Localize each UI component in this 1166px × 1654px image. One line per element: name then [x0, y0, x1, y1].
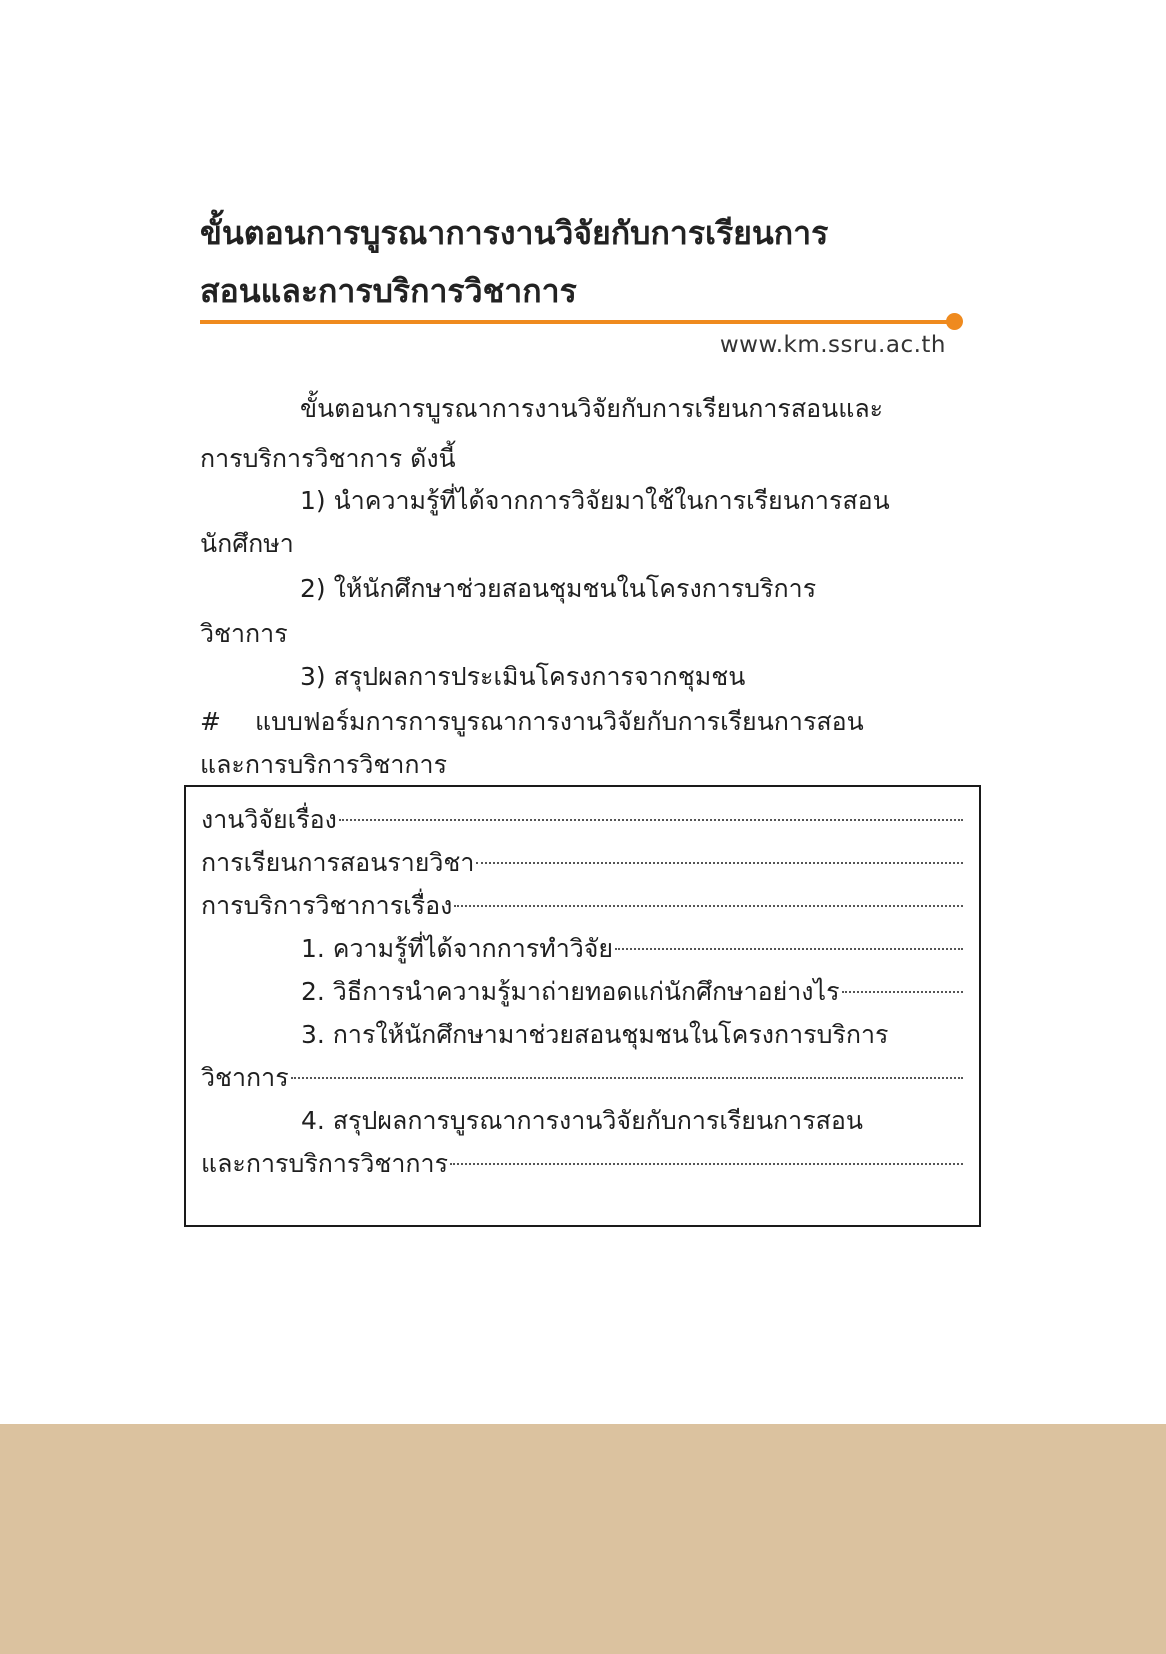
item-4-line-2: และการบริการวิชาการ [201, 1149, 449, 1178]
intro-line-2: การบริการวิชาการ ดังนี้ [200, 444, 456, 473]
step-2-line-2: วิชาการ [200, 619, 288, 648]
form-note-text: แบบฟอร์มการการบูรณาการงานวิจัยกับการเรียนการสอน [255, 707, 864, 736]
step-3-line: 3) สรุปผลการประเมินโครงการจากชุมชน [300, 662, 746, 691]
item-1-label: 1. ความรู้ที่ได้จากการทำวิจัย [301, 934, 614, 963]
item-4-line-1: 4. สรุปผลการบูรณาการงานวิจัยกับการเรียนการสอน [301, 1106, 864, 1135]
service-blank[interactable] [454, 905, 963, 907]
step-2-line-1: 2) ให้นักศึกษาช่วยสอนชุมชนในโครงการบริการ [300, 574, 817, 603]
item-2-blank[interactable] [842, 991, 963, 993]
form-research-title-row [201, 800, 963, 840]
course-blank[interactable] [476, 862, 963, 864]
form-item-1-row [201, 929, 963, 969]
service-label: การบริการวิชาการเรื่อง [201, 891, 453, 920]
item-3-line-1: 3. การให้นักศึกษามาช่วยสอนชุมชนในโครงการบริการ [301, 1020, 889, 1049]
form-service-row [201, 886, 963, 926]
page-title-line-1: ขั้นตอนการบูรณาการงานวิจัยกับการเรียนการ [200, 214, 829, 252]
form-note-line-2: และการบริการวิชาการ [200, 750, 448, 779]
page-title-line-2: สอนและการบริการวิชาการ [200, 272, 577, 310]
website-url: www.km.ssru.ac.th [719, 332, 946, 358]
form-item-4-row [201, 1144, 963, 1184]
integration-form [184, 785, 981, 1227]
step-1-line-1: 1) นำความรู้ที่ได้จากการวิจัยมาใช้ในการเรียนการสอน [300, 486, 890, 515]
title-divider [200, 320, 955, 324]
item-3-blank[interactable] [291, 1077, 963, 1079]
form-note-line-1 [200, 702, 966, 742]
form-course-row [201, 843, 963, 883]
research-title-label: งานวิจัยเรื่อง [201, 805, 337, 834]
item-2-label: 2. วิธีการนำความรู้มาถ่ายทอดแก่นักศึกษาอย่างไร [301, 977, 840, 1006]
item-4-blank[interactable] [450, 1163, 963, 1165]
form-item-3-row [201, 1058, 963, 1098]
hash-marker: # [200, 707, 221, 736]
research-title-blank[interactable] [339, 819, 963, 821]
form-item-2-row [201, 972, 963, 1012]
intro-line-1: ขั้นตอนการบูรณาการงานวิจัยกับการเรียนการสอนและ [300, 394, 884, 423]
step-1-line-2: นักศึกษา [200, 529, 294, 558]
footer-band [0, 1424, 1166, 1654]
item-1-blank[interactable] [615, 948, 963, 950]
divider-dot-icon [946, 313, 963, 330]
item-3-line-2: วิชาการ [201, 1063, 289, 1092]
course-label: การเรียนการสอนรายวิชา [201, 848, 475, 877]
